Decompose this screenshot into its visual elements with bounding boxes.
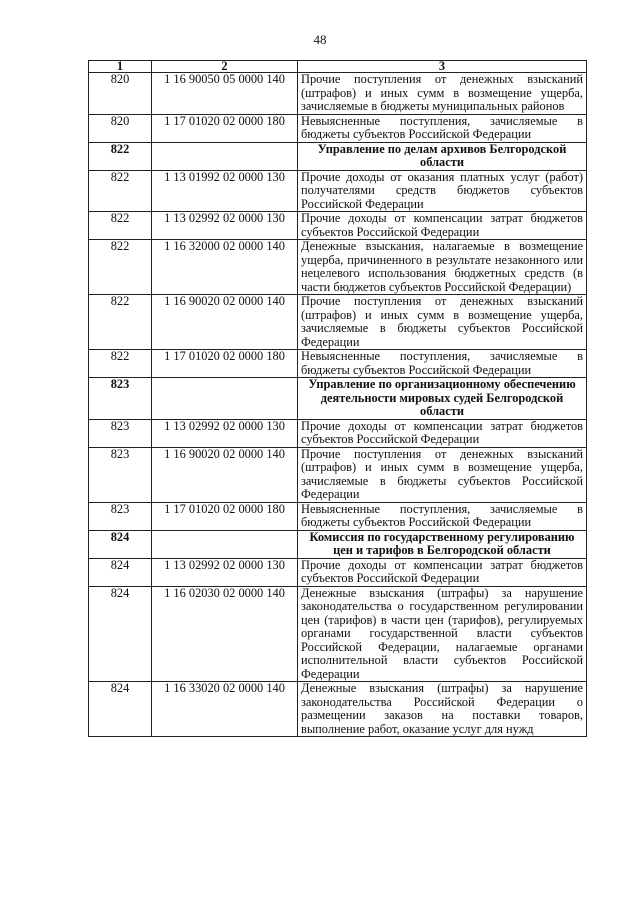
name-cell: Прочие поступления от денежных взысканий (штрафов) и иных сумм в возмещение ущерба, зачисляемые в бюджеты субъектов Российской Федерации	[298, 447, 587, 502]
department-heading-row	[89, 530, 587, 558]
table-row	[89, 419, 587, 447]
admin-code-cell: 824	[89, 530, 152, 558]
admin-code-cell: 824	[89, 682, 152, 737]
admin-code-cell: 824	[89, 586, 152, 682]
kbk-cell	[152, 530, 298, 558]
admin-code-cell: 822	[89, 142, 152, 170]
table-row	[89, 586, 587, 682]
table-row	[89, 447, 587, 502]
kbk-cell: 1 17 01020 02 0000 180	[152, 350, 298, 378]
name-cell: Прочие поступления от денежных взысканий (штрафов) и иных сумм в возмещение ущерба, зачисляемые в бюджеты субъектов Российской Федерации	[298, 295, 587, 350]
table-row	[89, 73, 587, 115]
kbk-cell: 1 13 02992 02 0000 130	[152, 419, 298, 447]
admin-code-cell: 822	[89, 240, 152, 295]
table-row	[89, 114, 587, 142]
column-header-kbk: 2	[152, 61, 298, 73]
name-cell: Денежные взыскания (штрафы) за нарушение законодательства Российской Федерации о размещении заказов на поставки товаров, выполнение работ, оказание услуг для нужд	[298, 682, 587, 737]
kbk-cell: 1 16 90020 02 0000 140	[152, 447, 298, 502]
kbk-cell: 1 16 32000 02 0000 140	[152, 240, 298, 295]
name-cell: Прочие доходы от компенсации затрат бюджетов субъектов Российской Федерации	[298, 419, 587, 447]
admin-code-cell: 822	[89, 295, 152, 350]
table-row	[89, 170, 587, 212]
kbk-cell: 1 17 01020 02 0000 180	[152, 502, 298, 530]
department-heading-row	[89, 378, 587, 420]
name-cell: Невыясненные поступления, зачисляемые в бюджеты субъектов Российской Федерации	[298, 502, 587, 530]
name-cell: Прочие доходы от оказания платных услуг (работ) получателями средств бюджетов субъектов Российской Федерации	[298, 170, 587, 212]
name-cell: Невыясненные поступления, зачисляемые в бюджеты субъектов Российской Федерации	[298, 350, 587, 378]
kbk-cell: 1 16 90050 05 0000 140	[152, 73, 298, 115]
kbk-cell: 1 16 02030 02 0000 140	[152, 586, 298, 682]
table-row	[89, 350, 587, 378]
admin-code-cell: 823	[89, 502, 152, 530]
name-cell: Управление по организационному обеспечению деятельности мировых судей Белгородской области	[298, 378, 587, 420]
admin-code-cell: 822	[89, 170, 152, 212]
department-heading-row	[89, 142, 587, 170]
admin-code-cell: 822	[89, 212, 152, 240]
kbk-cell	[152, 378, 298, 420]
admin-code-cell: 823	[89, 447, 152, 502]
admin-code-cell: 820	[89, 73, 152, 115]
name-cell: Управление по делам архивов Белгородской области	[298, 142, 587, 170]
table-row	[89, 212, 587, 240]
admin-code-cell: 823	[89, 378, 152, 420]
name-cell: Прочие доходы от компенсации затрат бюджетов субъектов Российской Федерации	[298, 558, 587, 586]
column-header-name: 3	[298, 61, 587, 73]
admin-code-cell: 824	[89, 558, 152, 586]
table-row	[89, 502, 587, 530]
table-row	[89, 240, 587, 295]
name-cell: Комиссия по государственному регулированию цен и тарифов в Белгородской области	[298, 530, 587, 558]
kbk-cell: 1 17 01020 02 0000 180	[152, 114, 298, 142]
page-number: 48	[313, 32, 327, 47]
kbk-cell: 1 13 02992 02 0000 130	[152, 212, 298, 240]
name-cell: Прочие доходы от компенсации затрат бюджетов субъектов Российской Федерации	[298, 212, 587, 240]
column-header-admin-code: 1	[89, 61, 152, 73]
kbk-cell: 1 16 33020 02 0000 140	[152, 682, 298, 737]
name-cell: Невыясненные поступления, зачисляемые в бюджеты субъектов Российской Федерации	[298, 114, 587, 142]
admin-code-cell: 822	[89, 350, 152, 378]
table-body	[89, 73, 587, 737]
table-header-row	[89, 61, 587, 73]
admin-code-cell: 820	[89, 114, 152, 142]
name-cell: Прочие поступления от денежных взысканий (штрафов) и иных сумм в возмещение ущерба, зачисляемые в бюджеты муниципальных районов	[298, 73, 587, 115]
table-row	[89, 558, 587, 586]
table-row	[89, 295, 587, 350]
name-cell: Денежные взыскания, налагаемые в возмещение ущерба, причиненного в результате незаконного или нецелевого использования бюджетных средств (в части бюджетов субъектов Российской Федерации)	[298, 240, 587, 295]
kbk-cell: 1 16 90020 02 0000 140	[152, 295, 298, 350]
kbk-cell	[152, 142, 298, 170]
kbk-cell: 1 13 02992 02 0000 130	[152, 558, 298, 586]
admin-code-cell: 823	[89, 419, 152, 447]
budget-classification-table	[88, 60, 587, 737]
table-row	[89, 682, 587, 737]
name-cell: Денежные взыскания (штрафы) за нарушение законодательства о государственном регулировании цен (тарифов) в части цен (тарифов), регулируемых органами государственной власти субъектов Российской Федерации, налагаемые органами исполнительной власти субъектов Российской Федерации	[298, 586, 587, 682]
kbk-cell: 1 13 01992 02 0000 130	[152, 170, 298, 212]
